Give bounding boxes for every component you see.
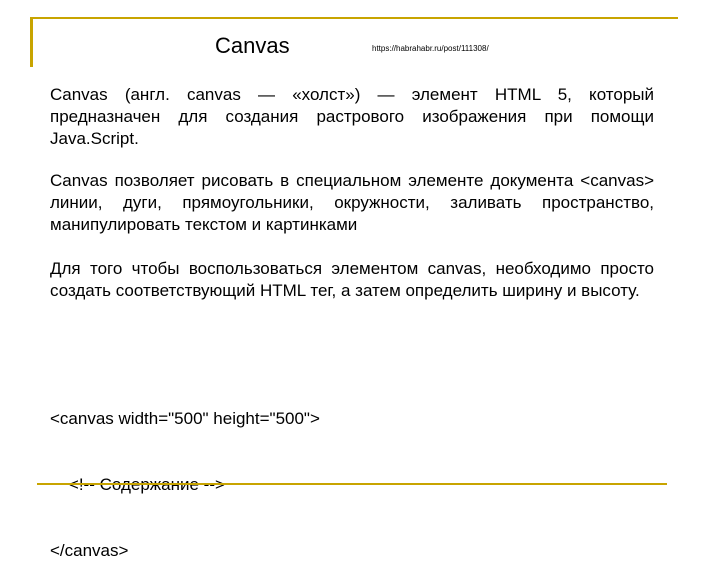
frame-left-line: [30, 17, 33, 67]
slide-title: Canvas: [215, 33, 290, 58]
code-line-close: </canvas>: [50, 541, 129, 560]
frame-top-line: [30, 17, 678, 19]
source-url: https://habrahabr.ru/post/111308/: [372, 44, 489, 53]
paragraph-definition: Canvas (англ. canvas — «холст») — элемент HTML 5, который предназначен для создания растрового изображения при помощи Java.Script.: [50, 85, 654, 148]
paragraph-capabilities: Canvas позволяет рисовать в специальном элементе документа <canvas> линии, дуги, прямоугольники, окружности, заливать пространство, манипулировать текстом и картинками: [50, 171, 654, 234]
frame-bottom-line: [37, 483, 667, 485]
code-line-comment: [50, 474, 320, 496]
paragraph-usage: Для того чтобы воспользоваться элементом canvas, необходимо просто создать соответствующий HTML тег, а затем определить ширину и высоту.: [50, 259, 654, 300]
code-example: [50, 364, 320, 584]
code-line-open: <canvas width="500" height="500">: [50, 409, 320, 428]
